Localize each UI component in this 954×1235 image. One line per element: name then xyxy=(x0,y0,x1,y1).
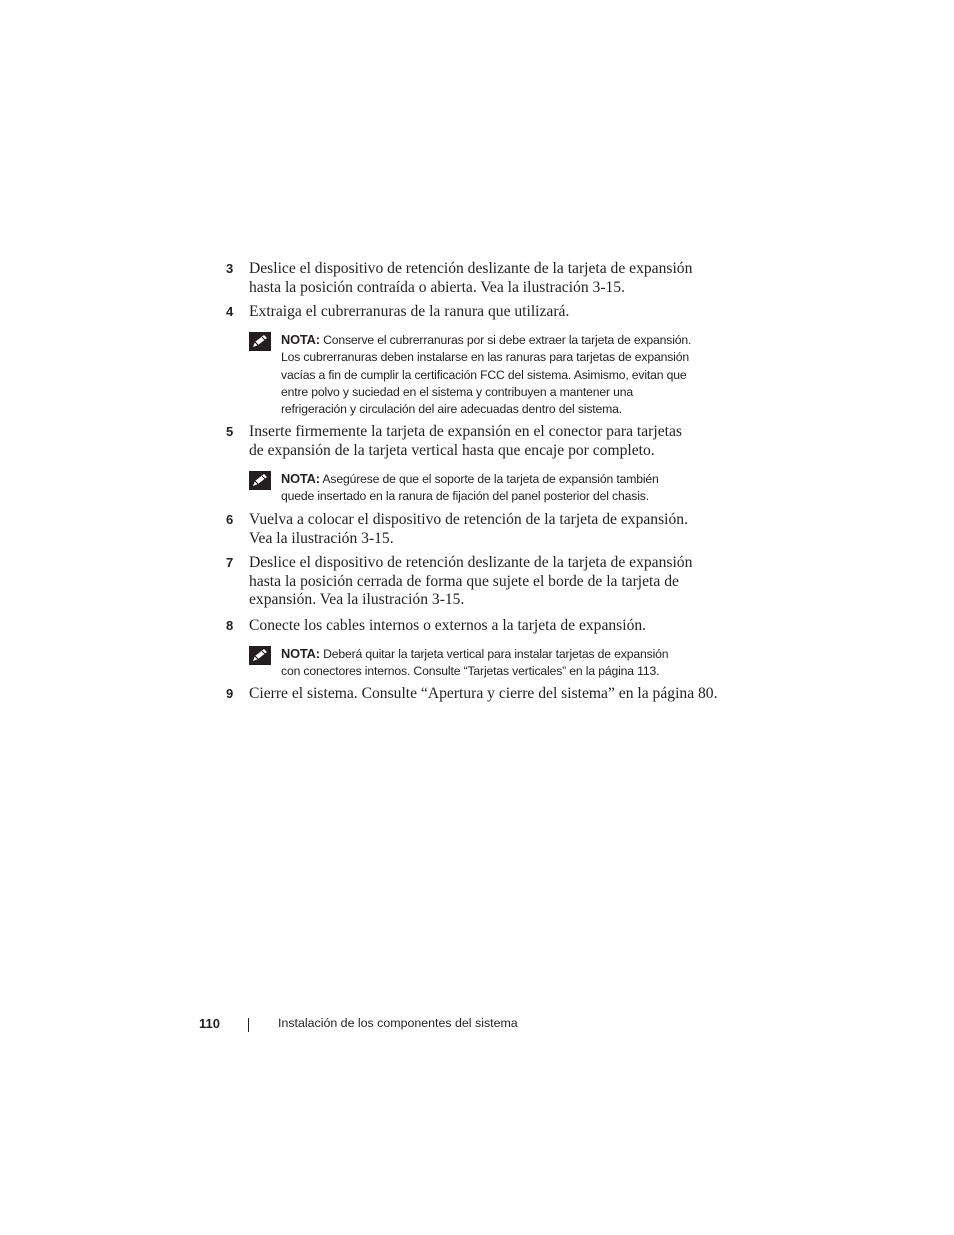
step-number: 8 xyxy=(226,618,234,633)
step-text: Conecte los cables internos o externos a la tarjeta de expansión. xyxy=(249,617,647,634)
note-pencil-icon xyxy=(249,471,271,490)
step-text: Inserte firmemente la tarjeta de expansión en el conector para tarjetas de expansión de la tarjeta vertical hasta que encaje por completo. xyxy=(249,423,682,459)
step-number: 7 xyxy=(226,555,234,570)
footer-divider xyxy=(248,1018,249,1032)
note-pencil-icon xyxy=(249,332,271,351)
note-text: NOTA: Asegúrese de que el soporte de la tarjeta de expansión también quede insertado en la ranura de fijación del panel posterior del chasis. xyxy=(281,471,659,504)
note-label: NOTA: xyxy=(281,471,320,486)
step-number: 5 xyxy=(226,424,234,439)
footer-section-title: Instalación de los componentes del sistema xyxy=(278,1016,518,1030)
step-text: Vuelva a colocar el dispositivo de retención de la tarjeta de expansión. Vea la ilustración 3-15. xyxy=(249,511,688,547)
step-number: 3 xyxy=(226,261,234,276)
note-label: NOTA: xyxy=(281,646,320,661)
step-text: Deslice el dispositivo de retención deslizante de la tarjeta de expansión hasta la posición cerrada de forma que sujete el borde de la tarjeta de expansión. Vea la ilustración 3-15. xyxy=(249,554,693,609)
note-text: NOTA: Deberá quitar la tarjeta vertical para instalar tarjetas de expansión con conectores internos. Consulte “Tarjetas verticales” en la página 113. xyxy=(281,646,669,679)
step-number: 4 xyxy=(226,304,234,319)
step-text: Cierre el sistema. Consulte “Apertura y cierre del sistema” en la página 80. xyxy=(249,685,718,702)
step-text: Extraiga el cubrerranuras de la ranura que utilizará. xyxy=(249,303,570,320)
note-pencil-icon xyxy=(249,646,271,665)
step-text: Deslice el dispositivo de retención deslizante de la tarjeta de expansión hasta la posición contraída o abierta. Vea la ilustración 3-15. xyxy=(249,260,693,296)
note-text: NOTA: Conserve el cubrerranuras por si debe extraer la tarjeta de expansión. Los cubrerranuras deben instalarse en las ranuras para tarjetas de expansión vacías a fin de cumplir la certificación FCC del sistema. Asimismo, evitan que entre polvo y suciedad en el sistema y contribuyen a mantener una refrigeración y circulación del aire adecuadas dentro del sistema. xyxy=(281,332,692,417)
note-label: NOTA: xyxy=(281,332,320,347)
step-number: 6 xyxy=(226,512,234,527)
page-number: 110 xyxy=(199,1016,220,1031)
step-number: 9 xyxy=(226,686,234,701)
